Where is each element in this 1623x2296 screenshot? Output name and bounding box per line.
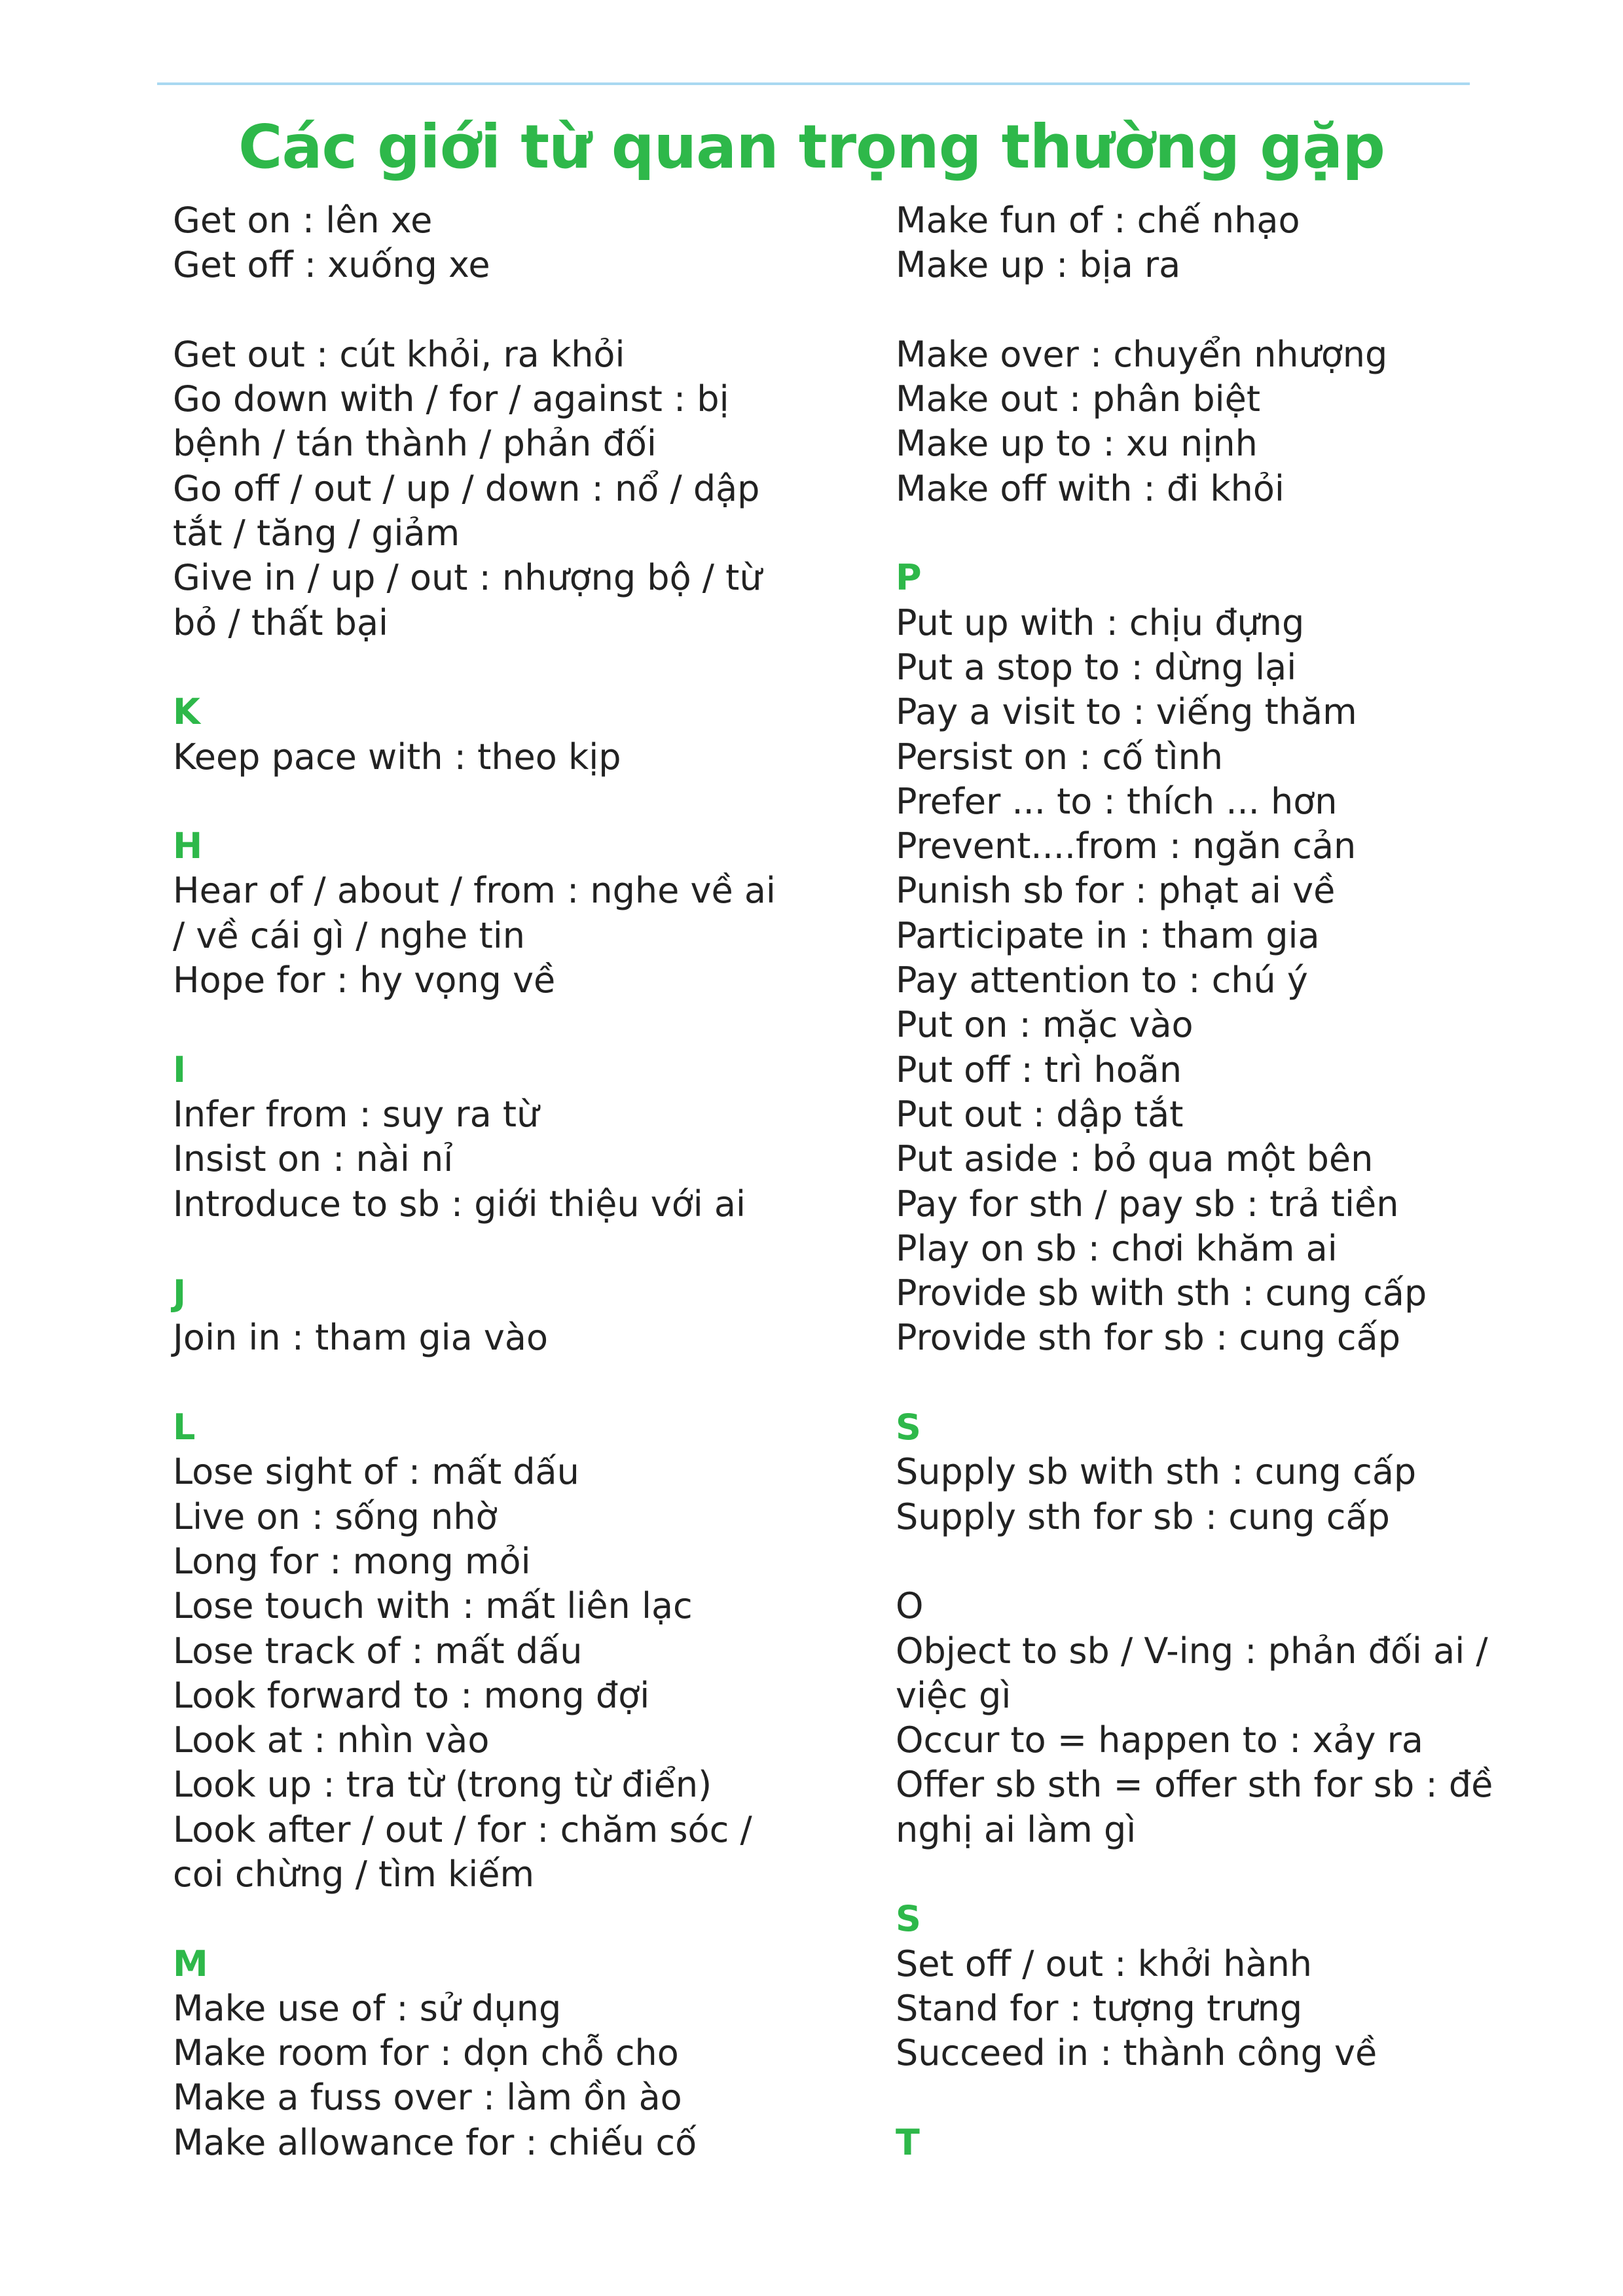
spacer [173,1003,867,1047]
phrase-entry: Lose track of : mất dấu [173,1630,583,1672]
page-title: Các giới từ quan trọng thường gặp [238,112,1385,182]
section-letter: S [896,1407,921,1448]
phrase-entry: Pay attention to : chú ý [896,960,1308,1001]
phrase-entry: Pay a visit to : viếng thăm [896,691,1357,733]
phrase-entry: Provide sb with sth : cung cấp [896,1272,1427,1314]
phrase-entry: coi chừng / tìm kiếm [173,1853,535,1895]
section-letter: S [896,1898,921,1940]
right-column [896,198,1550,2165]
spacer [896,511,1550,556]
phrase-entry: Hope for : hy vọng về [173,960,556,1001]
phrase-entry: Participate in : tham gia [896,914,1320,956]
phrase-entry: Prevent....from : ngăn cản [896,825,1357,867]
spacer [173,1227,867,1271]
phrase-entry: Make off with : đi khỏi [896,467,1285,509]
spacer [173,645,867,690]
phrase-entry: Lose touch with : mất liên lạc [173,1585,693,1627]
phrase-entry: Give in / up / out : nhượng bộ / từ [173,557,762,599]
phrase-entry: Look after / out / for : chăm sóc / [173,1808,752,1850]
section-letter: J [173,1272,187,1314]
phrase-entry: Join in : tham gia vào [173,1317,548,1359]
section-letter: I [173,1049,187,1090]
spacer [896,1852,1550,1897]
phrase-entry: Make up : bịa ra [896,244,1181,286]
phrase-entry: Make room for : dọn chỗ cho [173,2032,679,2074]
phrase-entry: Make up to : xu nịnh [896,423,1258,465]
phrase-entry: Look at : nhìn vào [173,1719,490,1761]
phrase-entry: / về cái gì / nghe tin [173,914,525,956]
phrase-entry: Make fun of : chế nhạo [896,200,1300,241]
phrase-entry: bệnh / tán thành / phản đối [173,423,657,465]
spacer [173,780,867,824]
phrase-entry: bỏ / thất bại [173,601,389,643]
phrase-entry: Set off / out : khởi hành [896,1943,1313,1984]
phrase-entry: Get out : cút khỏi, ra khỏi [173,333,625,375]
phrase-entry: Introduce to sb : giới thiệu với ai [173,1183,746,1225]
phrase-entry: Object to sb / V-ing : phản đối ai / [896,1630,1488,1672]
phrase-entry: Succeed in : thành công về [896,2032,1377,2074]
phrase-entry: nghị ai làm gì [896,1808,1137,1850]
phrase-entry: Make out : phân biệt [896,378,1261,420]
phrase-entry: Long for : mong mỏi [173,1540,531,1582]
left-column [173,198,867,2165]
section-letter: O [896,1585,924,1627]
section-letter: T [896,2121,920,2163]
spacer [173,1361,867,1405]
phrase-entry: Supply sb with sth : cung cấp [896,1451,1417,1493]
phrase-entry: Punish sb for : phạt ai về [896,870,1336,912]
phrase-entry: Provide sth for sb : cung cấp [896,1317,1400,1359]
phrase-entry: Hear of / about / from : nghe về ai [173,870,776,912]
section-letter: M [173,1943,208,1984]
phrase-entry: Pay for sth / pay sb : trả tiền [896,1183,1399,1225]
phrase-entry: Make over : chuyển nhượng [896,333,1388,375]
phrase-entry: Get off : xuống xe [173,244,490,286]
spacer [896,1539,1550,1584]
section-letter: H [173,825,203,867]
phrase-entry: Put up with : chịu đựng [896,601,1305,643]
section-letter: L [173,1407,196,1448]
phrase-entry: Play on sb : chơi khăm ai [896,1227,1338,1269]
phrase-entry: Stand for : tượng trưng [896,1987,1303,2029]
spacer [896,2075,1550,2120]
phrase-entry: Lose sight of : mất dấu [173,1451,579,1493]
phrase-entry: Look up : tra từ (trong từ điển) [173,1764,712,1806]
phrase-entry: Offer sb sth = offer sth for sb : đề [896,1764,1493,1806]
phrase-entry: Infer from : suy ra từ [173,1093,539,1135]
phrase-entry: Go down with / for / against : bị [173,378,729,420]
top-divider [157,82,1470,85]
phrase-entry: Supply sth for sb : cung cấp [896,1496,1390,1537]
phrase-entry: Put aside : bỏ qua một bên [896,1138,1374,1180]
phrase-entry: việc gì [896,1674,1012,1716]
phrase-entry: Keep pace with : theo kịp [173,736,621,778]
phrase-entry: Put off : trì hoãn [896,1049,1182,1090]
phrase-entry: Make use of : sử dụng [173,1987,562,2029]
phrase-entry: Look forward to : mong đợi [173,1674,650,1716]
section-letter: P [896,557,922,599]
phrase-entry: Prefer ... to : thích ... hơn [896,780,1338,822]
phrase-entry: Make a fuss over : làm ồn ào [173,2077,682,2119]
phrase-entry: Insist on : nài nỉ [173,1138,454,1180]
phrase-entry: Put on : mặc vào [896,1004,1194,1046]
phrase-entry: Get on : lên xe [173,200,433,241]
spacer [173,1897,867,1941]
section-letter: K [173,691,200,733]
phrase-entry: Put out : dập tắt [896,1093,1184,1135]
phrase-entry: Go off / out / up / down : nổ / dập [173,467,760,509]
spacer [896,288,1550,332]
phrase-entry: Occur to = happen to : xảy ra [896,1719,1423,1761]
phrase-entry: tắt / tăng / giảm [173,512,460,554]
spacer [173,288,867,332]
spacer [896,1361,1550,1405]
phrase-entry: Make allowance for : chiếu cố [173,2121,697,2163]
phrase-entry: Live on : sống nhờ [173,1496,498,1537]
phrase-entry: Put a stop to : dừng lại [896,646,1297,688]
phrase-entry: Persist on : cố tình [896,736,1223,778]
